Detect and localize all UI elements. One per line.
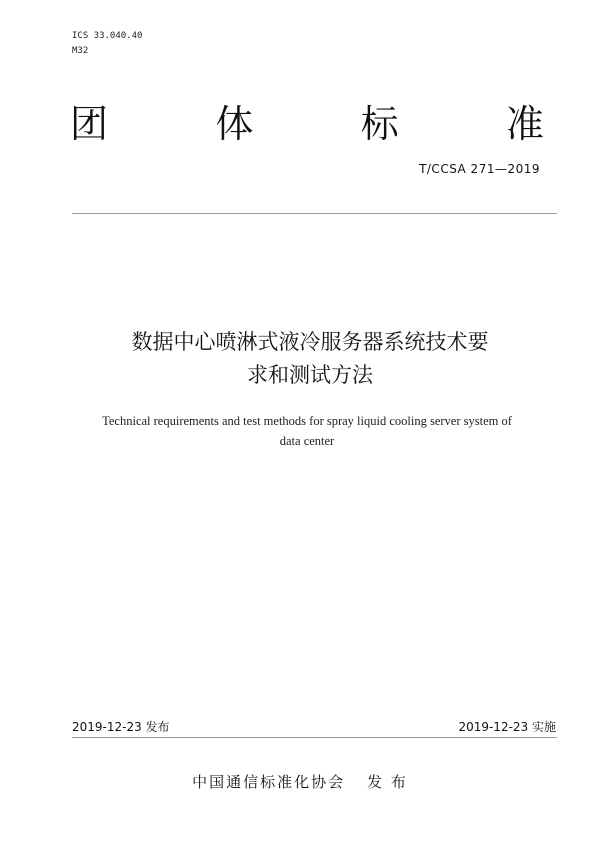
issue-date: 2019-12-23 发布 [72, 720, 170, 734]
chinese-title-line-1: 数据中心喷淋式液冷服务器系统技术要 [131, 330, 489, 354]
standard-type-char-4: 准 [505, 102, 544, 146]
english-title [62, 411, 552, 451]
ccs-code: M32 [72, 46, 89, 56]
publisher-line [0, 771, 600, 792]
standard-type-char-3: 标 [360, 102, 399, 146]
standard-type-heading [70, 100, 544, 148]
implementation-date: 2019-12-23 实施 [458, 720, 556, 734]
chinese-title-line-2: 求和测试方法 [247, 363, 373, 387]
bottom-divider [72, 737, 557, 738]
publisher-action: 发 布 [367, 773, 408, 791]
standard-type-char-1: 团 [70, 102, 109, 146]
english-title-line-1: Technical requirements and test methods for spray liquid cooling server system of [102, 414, 512, 428]
standard-number: T/CCSA 271—2019 [419, 162, 540, 176]
publisher-name: 中国通信标准化协会 [192, 773, 346, 791]
standard-type-char-2: 体 [215, 102, 254, 146]
english-title-line-2: data center [279, 434, 335, 448]
top-divider [72, 213, 557, 214]
chinese-title [60, 326, 560, 392]
classification-codes [72, 30, 142, 60]
ics-code: ICS 33.040.40 [72, 31, 143, 41]
